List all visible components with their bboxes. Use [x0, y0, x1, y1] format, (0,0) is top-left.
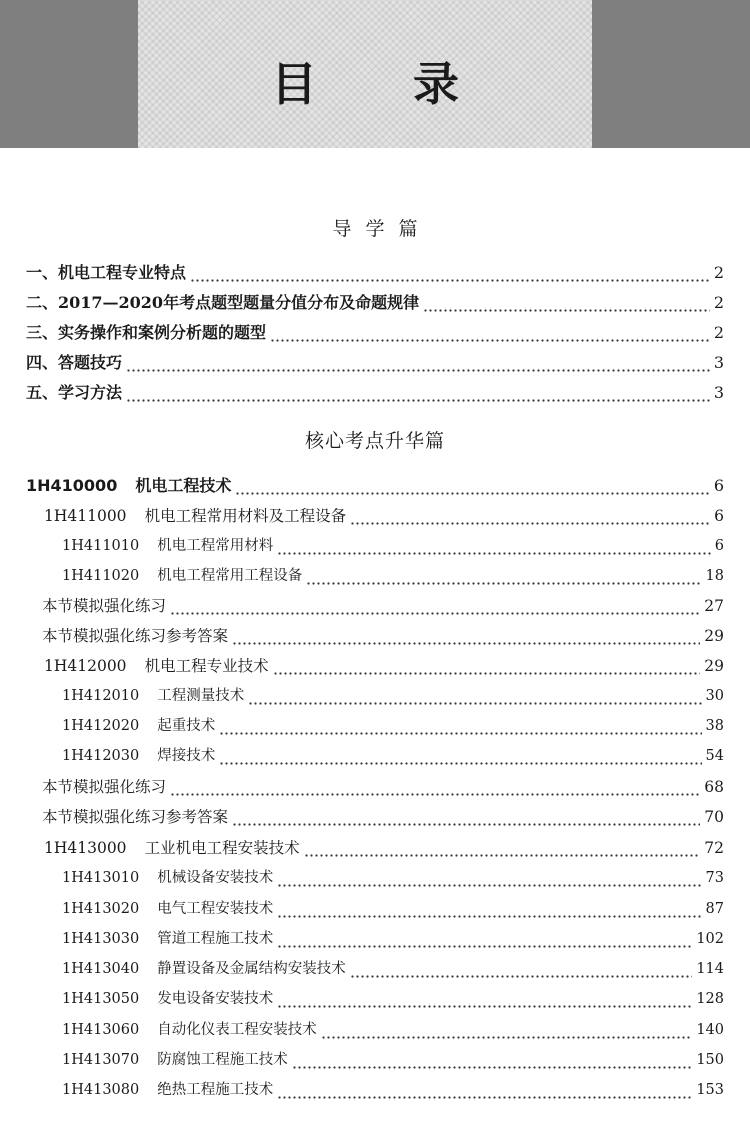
toc-entry-page: 29: [704, 627, 724, 645]
toc-entry-practice-answers[interactable]: [42, 805, 724, 829]
toc-leader-dots: [232, 805, 700, 829]
toc-entry-page: 54: [705, 748, 724, 764]
toc-leader-dots: [270, 321, 710, 345]
toc-entry-page: 6: [714, 507, 724, 525]
toc-leader-dots: [277, 927, 692, 951]
toc-entry-code: 1H412030: [62, 748, 140, 764]
toc-entry-page: 6: [713, 476, 724, 495]
toc-leader-dots: [277, 1078, 692, 1102]
toc-entry-code: 1H411010: [62, 538, 140, 554]
toc-entry-label: 本节模拟强化练习: [42, 597, 167, 615]
toc-entry-practice[interactable]: [42, 775, 724, 799]
toc-entry-page: 72: [704, 839, 724, 857]
toc-entry-label: 机电工程常用材料: [157, 538, 274, 554]
toc-entry-page: 18: [705, 568, 724, 584]
toc-entry-page: 3: [713, 383, 724, 402]
toc-entry-page: 68: [704, 778, 724, 796]
toc-entry-practice[interactable]: [42, 594, 724, 618]
toc-entry-page: 73: [705, 870, 724, 886]
toc-entry-subsection[interactable]: [62, 684, 724, 708]
toc-entry-practice-answers[interactable]: [42, 624, 724, 648]
toc-leader-dots: [273, 654, 701, 678]
toc-leader-dots: [277, 987, 692, 1011]
toc-entry-section[interactable]: [44, 504, 724, 528]
toc-entry-page: 128: [696, 991, 724, 1007]
toc-entry-label: 工程测量技术: [157, 688, 245, 704]
toc-entry-label: 四、答题技巧: [26, 353, 123, 372]
toc-entry-label: 静置设备及金属结构安装技术: [157, 961, 346, 977]
toc-entry-subsection[interactable]: [62, 897, 724, 921]
toc-entry-label: 机电工程专业技术: [144, 657, 269, 675]
toc-leader-dots: [232, 624, 700, 648]
toc-entry[interactable]: [26, 381, 724, 405]
toc-entry-section[interactable]: [44, 836, 724, 860]
section-title-core: 核心考点升华篇: [304, 430, 445, 452]
toc-entry-code: 1H413020: [62, 901, 140, 917]
toc-entry-label: 机电工程常用材料及工程设备: [144, 507, 347, 525]
toc-entry-label: 本节模拟强化练习: [42, 778, 167, 796]
toc-entry-page: 70: [704, 808, 724, 826]
toc-leader-dots: [170, 594, 700, 618]
toc-entry-subsection[interactable]: [62, 957, 724, 981]
toc-leader-dots: [190, 261, 710, 285]
toc-entry-page: 114: [696, 961, 724, 977]
toc-entry-subsection[interactable]: [62, 927, 724, 951]
toc-leader-dots: [277, 897, 701, 921]
toc-leader-dots: [292, 1048, 693, 1072]
toc-leader-dots: [350, 504, 710, 528]
toc-leader-dots: [277, 534, 711, 558]
toc-leader-dots: [423, 291, 710, 315]
toc-entry-label: 五、学习方法: [26, 383, 123, 402]
toc-entry-label: 三、实务操作和案例分析题的题型: [26, 323, 267, 342]
toc-entry-label: 机电工程常用工程设备: [157, 568, 303, 584]
toc-leader-dots: [170, 775, 700, 799]
toc-entry-label: 电气工程安装技术: [157, 901, 274, 917]
toc-entry-page: 27: [704, 597, 724, 615]
toc-entry-label: 一、机电工程专业特点: [26, 263, 187, 282]
toc-entry-code: 1H412020: [62, 718, 140, 734]
toc-leader-dots: [277, 866, 701, 890]
toc-leader-dots: [126, 381, 710, 405]
toc-entry-code: 1H411000: [44, 507, 127, 525]
toc-entry-label: 防腐蚀工程施工技术: [157, 1052, 288, 1068]
toc-leader-dots: [304, 836, 701, 860]
toc-leader-dots: [350, 957, 693, 981]
toc-entry-subsection[interactable]: [62, 534, 724, 558]
toc-entry-page: 2: [713, 263, 724, 282]
toc-leader-dots: [235, 474, 709, 498]
toc-entry-label: 本节模拟强化练习参考答案: [42, 808, 229, 826]
toc-leader-dots: [219, 714, 701, 738]
toc-entry-code: 1H413050: [62, 991, 140, 1007]
toc-entry-page: 3: [713, 353, 724, 372]
toc-entry-label: 机电工程技术: [135, 476, 232, 495]
toc-entry-label: 本节模拟强化练习参考答案: [42, 627, 229, 645]
toc-entry-chapter[interactable]: [26, 474, 724, 498]
toc-entry-subsection[interactable]: [62, 744, 724, 768]
toc-entry-page: 6: [714, 538, 724, 554]
toc-entry-page: 29: [704, 657, 724, 675]
page-title: 目 录: [270, 57, 499, 111]
toc-entry[interactable]: [26, 351, 724, 375]
toc-entry-code: 1H412010: [62, 688, 140, 704]
toc-leader-dots: [306, 564, 701, 588]
toc-entry-label: 机械设备安装技术: [157, 870, 274, 886]
toc-entry-label: 工业机电工程安装技术: [144, 839, 300, 857]
toc-entry-page: 2: [713, 293, 724, 312]
toc-entry-page: 150: [696, 1052, 724, 1068]
toc-entry-label: 焊接技术: [157, 748, 216, 764]
toc-entry-code: 1H413010: [62, 870, 140, 886]
toc-entry[interactable]: [26, 291, 724, 315]
toc-entry-page: 140: [696, 1022, 724, 1038]
toc-entry-label: 二、2017—2020年考点题型题量分值分布及命题规律: [26, 293, 420, 312]
toc-leader-dots: [248, 684, 701, 708]
toc-entry-subsection[interactable]: [62, 564, 724, 588]
toc-entry[interactable]: [26, 261, 724, 285]
toc-entry-page: 2: [713, 323, 724, 342]
toc-entry-code: 1H413060: [62, 1022, 140, 1038]
toc-entry-code: 1H413080: [62, 1082, 140, 1098]
section-title-guide: 导学篇: [332, 218, 432, 240]
toc-entry-subsection[interactable]: [62, 1018, 724, 1042]
toc-entry-code: 1H413000: [44, 839, 127, 857]
toc-entry-section[interactable]: [44, 654, 724, 678]
toc-entry-page: 153: [696, 1082, 724, 1098]
toc-leader-dots: [219, 744, 701, 768]
toc-entry-subsection[interactable]: [62, 866, 724, 890]
toc-entry-page: 30: [705, 688, 724, 704]
toc-entry-label: 起重技术: [157, 718, 216, 734]
toc-entry-page: 102: [696, 931, 724, 947]
header-banner: [0, 0, 750, 148]
toc-entry-label: 发电设备安装技术: [157, 991, 274, 1007]
toc-leader-dots: [321, 1018, 693, 1042]
toc-entry-subsection[interactable]: [62, 1048, 724, 1072]
toc-entry-label: 自动化仪表工程安装技术: [157, 1022, 317, 1038]
toc-entry-code: 1H413070: [62, 1052, 140, 1068]
toc-entry-subsection[interactable]: [62, 714, 724, 738]
toc-entry-code: 1H413030: [62, 931, 140, 947]
toc-entry-code: 1H412000: [44, 657, 127, 675]
toc-entry-label: 绝热工程施工技术: [157, 1082, 274, 1098]
toc-entry-page: 38: [705, 718, 724, 734]
toc-entry-code: 1H410000: [26, 476, 118, 495]
toc-entry-subsection[interactable]: [62, 987, 724, 1011]
toc-entry-code: 1H411020: [62, 568, 140, 584]
toc-entry-label: 管道工程施工技术: [157, 931, 274, 947]
toc-entry-code: 1H413040: [62, 961, 140, 977]
toc-entry-page: 87: [705, 901, 724, 917]
header-pattern-panel: [138, 0, 592, 148]
toc-entry[interactable]: [26, 321, 724, 345]
toc-leader-dots: [126, 351, 710, 375]
toc-entry-subsection[interactable]: [62, 1078, 724, 1102]
